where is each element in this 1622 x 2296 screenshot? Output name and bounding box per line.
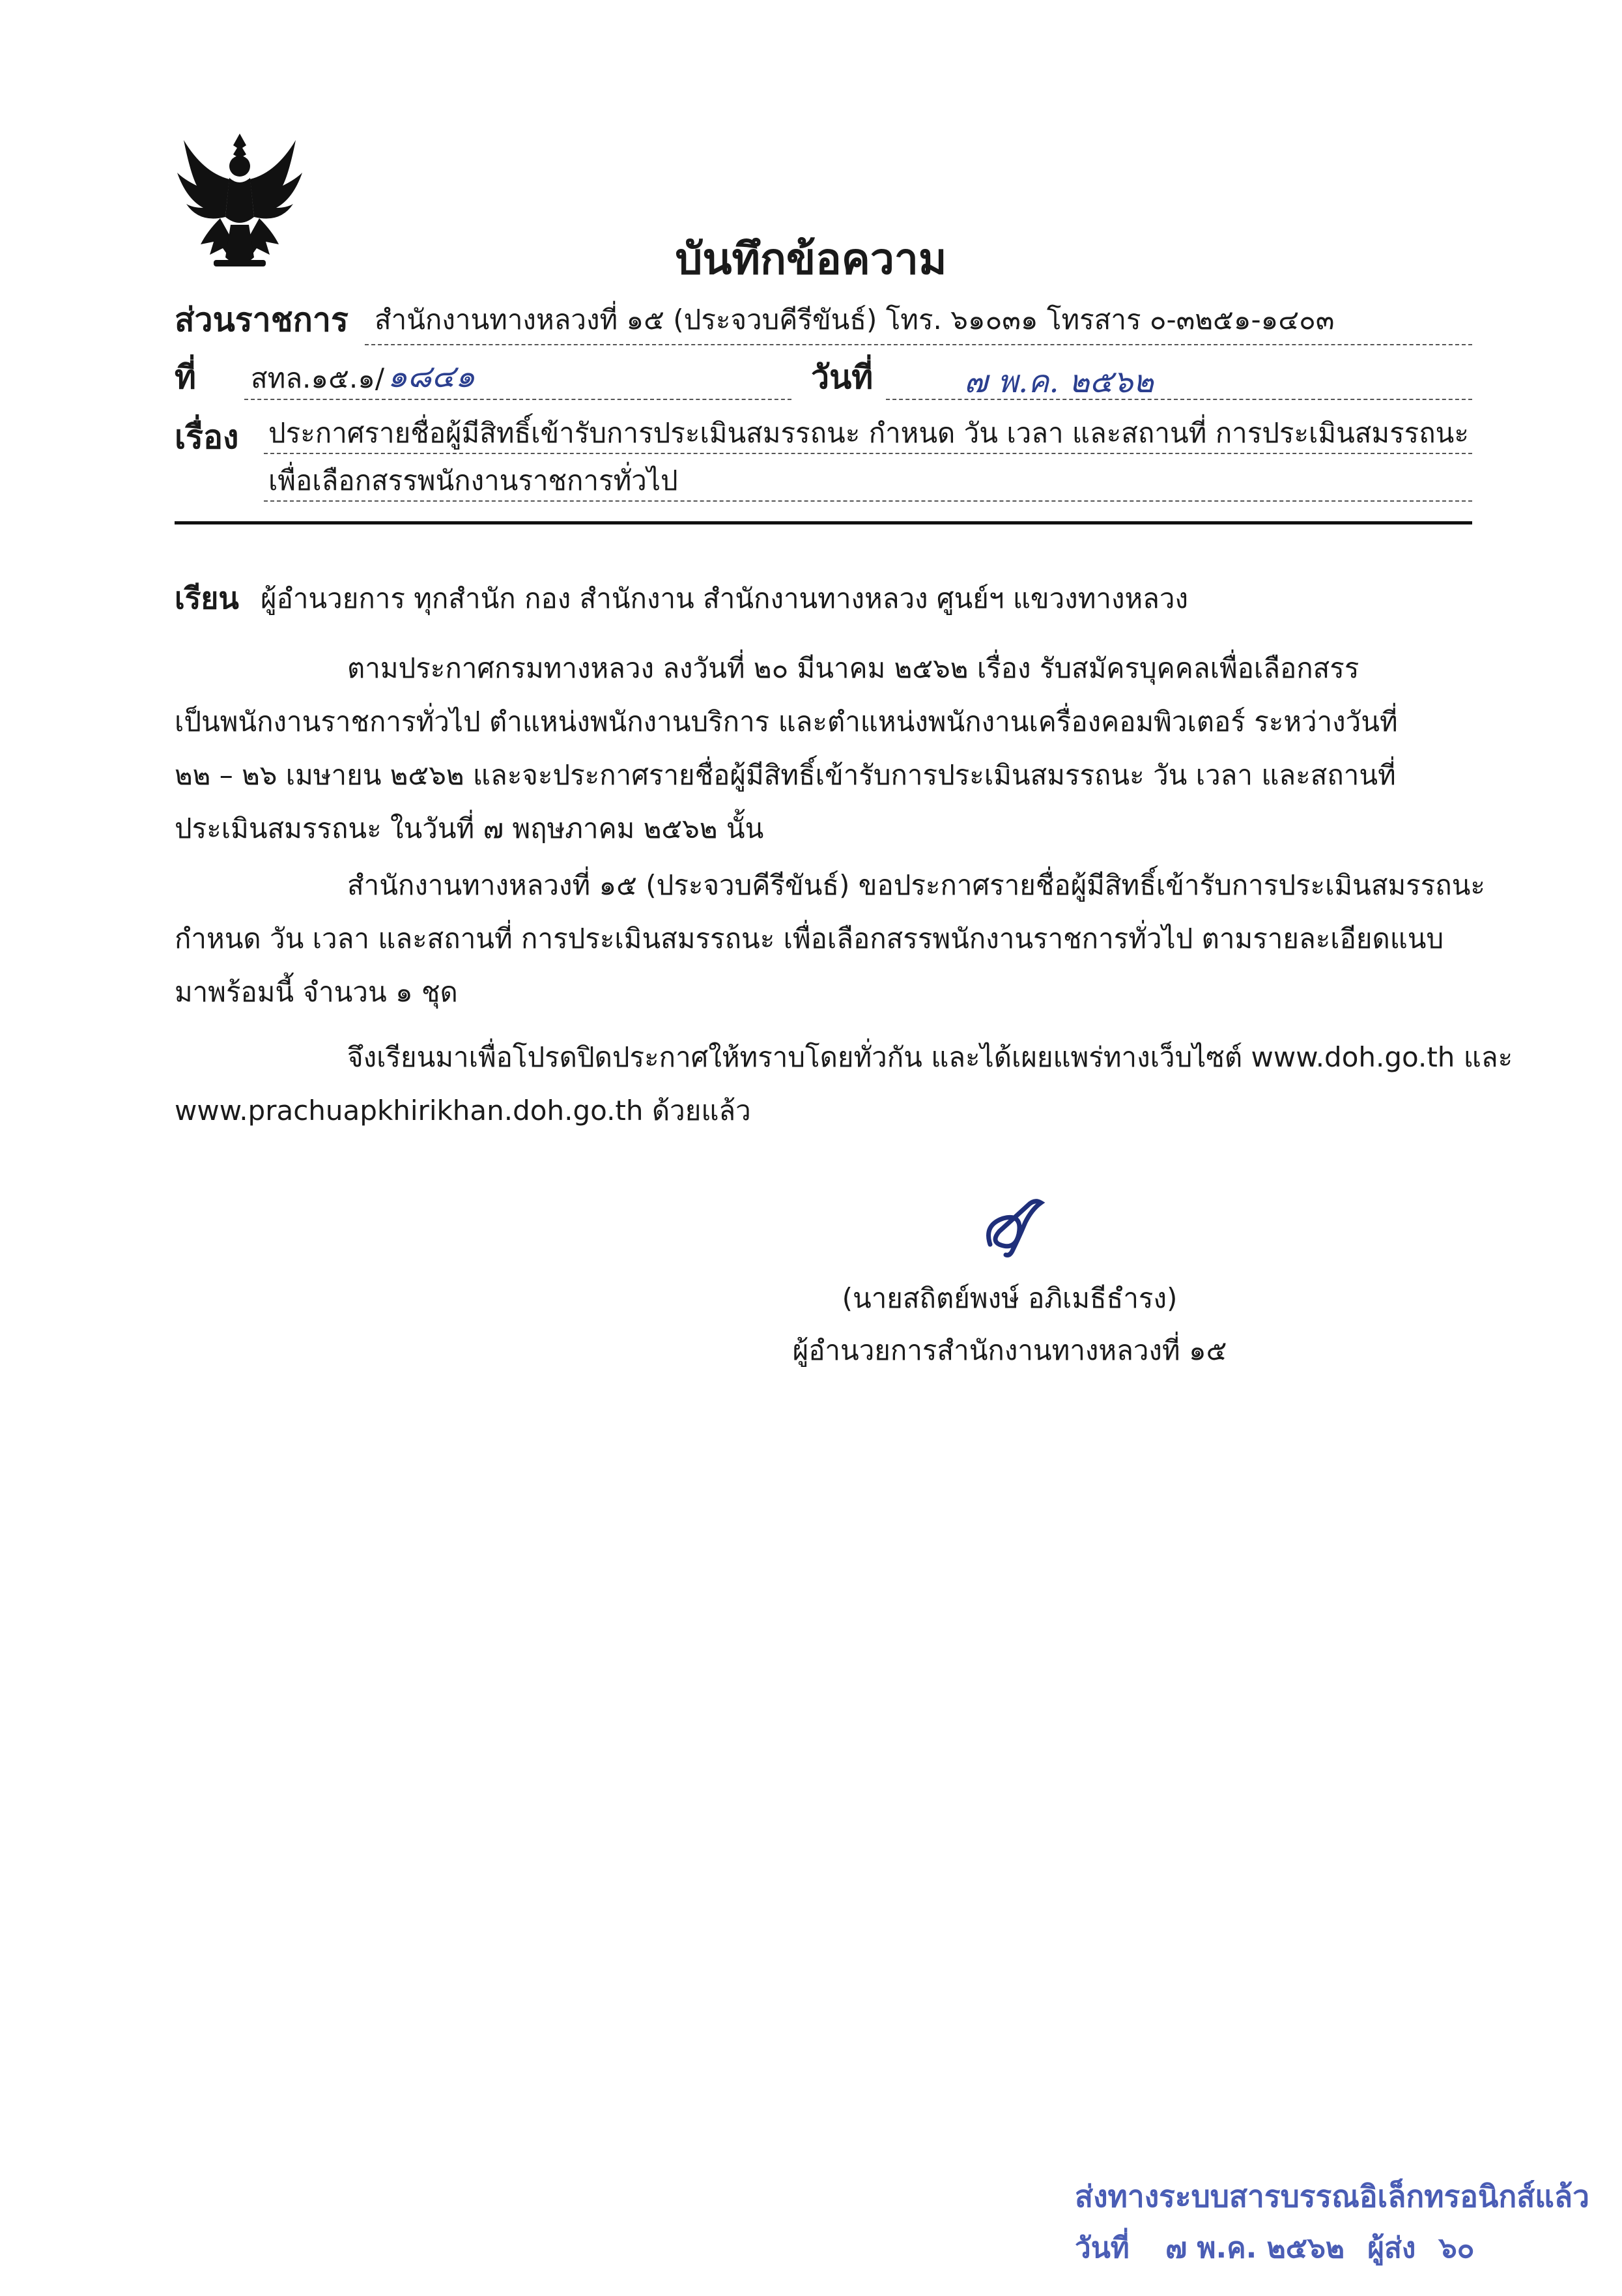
header-divider: [175, 521, 1472, 524]
paragraph-2-line-1: สำนักงานทางหลวงที่ ๑๕ (ประจวบคีรีขันธ์) ขอประกาศรายชื่อผู้มีสิทธิ์เข้ารับการประเมินสมรรถนะ: [347, 869, 1485, 901]
stamp-sender: ๖๐: [1438, 2231, 1475, 2265]
document-title: บันทึกข้อความ: [675, 234, 947, 284]
salutation-value: ผู้อำนวยการ ทุกสำนัก กอง สำนักงาน สำนักงานทางหลวง ศูนย์ฯ แขวงทางหลวง: [261, 582, 1188, 614]
signature-mark-icon: [964, 1186, 1062, 1277]
paragraph-3-line-1: จึงเรียนมาเพื่อโปรดปิดประกาศให้ทราบโดยทั่วกัน และได้เผยแพร่ทางเว็บไซต์ www.doh.go.th และ: [347, 1041, 1513, 1073]
division-label: ส่วนราชการ: [175, 301, 349, 339]
stamp-date-label: วันที่: [1075, 2231, 1130, 2265]
signatory-name: (นายสถิตย์พงษ์ อภิเมธีธำรง): [842, 1282, 1178, 1314]
paragraph-1-line-2: เป็นพนักงานราชการทั่วไป ตำแหน่งพนักงานบริการ และตำแหน่งพนักงานเครื่องคอมพิวเตอร์ ระหว่างวันที่: [175, 706, 1398, 738]
paragraph-2: [175, 859, 1485, 1019]
paragraph-1: [175, 642, 1472, 855]
ref-value: สทล.๑๕.๑/: [251, 362, 385, 394]
paragraph-1-line-3: ๒๒ – ๒๖ เมษายน ๒๕๖๒ และจะประกาศรายชื่อผู้มีสิทธิ์เข้ารับการประเมินสมรรถนะ วัน เวลา และสถานที่: [175, 759, 1396, 791]
ref-dotted-line: [244, 399, 791, 400]
paragraph-1-line-1: ตามประกาศกรมทางหลวง ลงวันที่ ๒๐ มีนาคม ๒๕๖๒ เรื่อง รับสมัครบุคคลเพื่อเลือกสรร: [347, 652, 1359, 684]
date-dotted-line: [886, 399, 1472, 400]
dispatch-stamp-line-1: ส่งทางระบบสารบรรณอิเล็กทรอนิกส์แล้ว: [1075, 2179, 1589, 2214]
paragraph-3: [175, 1031, 1513, 1138]
division-value: สำนักงานทางหลวงที่ ๑๕ (ประจวบคีรีขันธ์) โทร. ๖๑๐๓๑ โทรสาร ๐-๓๒๕๑-๑๔๐๓: [375, 304, 1335, 336]
dispatch-stamp-line-2: [1075, 2225, 1589, 2271]
stamp-sender-label: ผู้ส่ง: [1367, 2231, 1416, 2265]
date-label: วันที่: [811, 358, 874, 396]
subject-dotted-line-2: [264, 500, 1472, 502]
salutation-label: เรียน: [175, 581, 239, 616]
stamp-date: ๗ พ.ค. ๒๕๖๒: [1165, 2231, 1345, 2265]
signatory-position: ผู้อำนวยการสำนักงานทางหลวงที่ ๑๕: [792, 1334, 1227, 1366]
ref-label: ที่: [175, 358, 196, 396]
paragraph-2-line-3: มาพร้อมนี้ จำนวน ๑ ชุด: [175, 976, 458, 1008]
subject-label: เรื่อง: [175, 418, 239, 456]
division-dotted-line: [365, 344, 1472, 345]
ref-handwritten: ๑๘๔๑: [388, 358, 476, 395]
subject-line-1: ประกาศรายชื่อผู้มีสิทธิ์เข้ารับการประเมินสมรรถนะ กำหนด วัน เวลา และสถานที่ การประเมินสมรรถนะ: [268, 417, 1469, 449]
subject-dotted-line-1: [264, 453, 1472, 454]
paragraph-3-line-2: www.prachuapkhirikhan.doh.go.th ด้วยแล้ว: [175, 1095, 751, 1126]
subject-line-2: เพื่อเลือกสรรพนักงานราชการทั่วไป: [268, 465, 678, 496]
date-handwritten: ๗ พ.ค. ๒๕๖๒: [964, 364, 1154, 400]
paragraph-2-line-2: กำหนด วัน เวลา และสถานที่ การประเมินสมรรถนะ เพื่อเลือกสรรพนักงานราชการทั่วไป ตามรายละเอียดแนบ: [175, 923, 1444, 954]
paragraph-1-line-4: ประเมินสมรรถนะ ในวันที่ ๗ พฤษภาคม ๒๕๖๒ นั้น: [175, 812, 764, 844]
